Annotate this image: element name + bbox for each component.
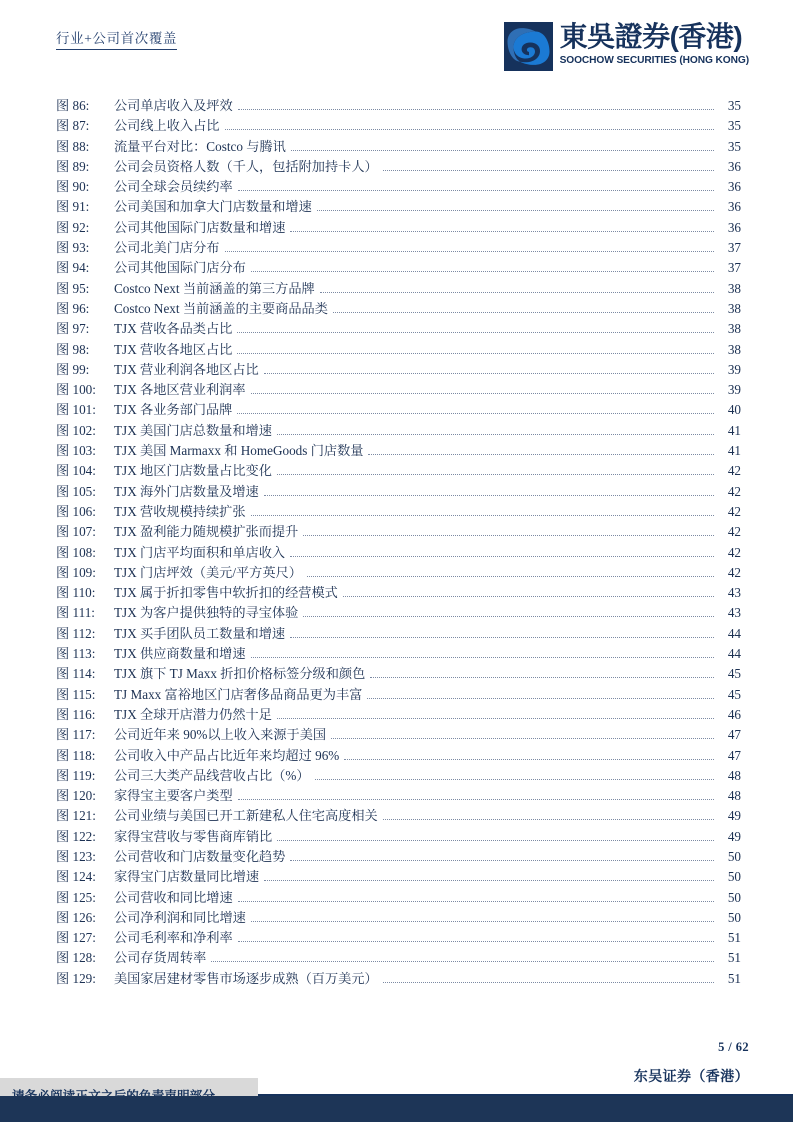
figure-number: 图 95: [56, 280, 90, 296]
figure-list-item[interactable] [0, 563, 793, 583]
leader-dots [383, 169, 714, 171]
figure-page-number: 50 [727, 869, 741, 885]
figure-title: TJX 营收各品类占比 [114, 321, 233, 337]
leader-dots [290, 230, 714, 232]
figure-page-number: 35 [727, 98, 741, 113]
figure-number: 图 127: [56, 930, 96, 946]
figure-page-number: 41 [727, 443, 741, 459]
figure-page-number: 48 [727, 788, 741, 804]
figure-page-number: 49 [727, 828, 741, 844]
leader-dots [333, 311, 714, 313]
leader-dots [383, 981, 714, 983]
figure-page-number: 50 [727, 909, 741, 925]
figure-number: 图 97: [56, 321, 90, 337]
figure-title: TJX 营业利润各地区占比 [114, 361, 259, 377]
leader-dots [383, 818, 714, 820]
figure-number: 图 96: [56, 300, 90, 316]
figure-title: TJX 盈利能力随规模扩张而提升 [114, 524, 299, 540]
leader-dots [225, 128, 715, 130]
footer-color-bar [0, 1096, 793, 1122]
figure-title: TJX 买手团队员工数量和增速 [114, 625, 286, 641]
figure-page-number: 45 [727, 686, 741, 702]
figure-number: 图 111: [56, 605, 95, 621]
figure-page-number: 36 [727, 158, 741, 174]
figure-title: 家得宝营收与零售商库销比 [114, 828, 273, 844]
figure-page-number: 36 [727, 179, 741, 195]
leader-dots [264, 372, 714, 374]
figure-title: 公司营收和同比增速 [114, 889, 233, 905]
figure-title: 流量平台对比：Costco 与腾讯 [114, 138, 286, 154]
figure-page-number: 44 [727, 646, 741, 662]
figure-list-item[interactable] [0, 279, 793, 299]
figure-title: TJX 为客户提供独特的寻宝体验 [114, 605, 299, 621]
leader-dots [277, 839, 714, 841]
figure-title: 公司存货周转率 [114, 950, 207, 966]
figure-list-item[interactable] [0, 725, 793, 745]
figure-title: TJX 各地区营业利润率 [114, 382, 246, 398]
figure-number: 图 112: [56, 625, 96, 641]
figure-title: 公司北美门店分布 [114, 240, 220, 256]
figure-list-item[interactable] [0, 664, 793, 684]
figure-title: TJX 海外门店数量及增速 [114, 483, 259, 499]
figure-number: 图 113: [56, 646, 96, 662]
figure-list-item[interactable] [0, 847, 793, 867]
figure-list-item[interactable] [0, 766, 793, 786]
figure-page-number: 38 [727, 300, 741, 316]
figure-page-number: 35 [727, 138, 741, 154]
leader-dots [291, 149, 714, 151]
figure-title: TJX 各业务部门品牌 [114, 402, 233, 418]
figure-number: 图 94: [56, 260, 90, 276]
figure-number: 图 107: [56, 524, 96, 540]
figure-page-number: 42 [727, 564, 741, 580]
leader-dots [277, 717, 714, 719]
figure-page-number: 44 [727, 625, 741, 641]
figure-list-item[interactable] [0, 502, 793, 522]
figure-page-number: 50 [727, 848, 741, 864]
figure-page-number: 38 [727, 341, 741, 357]
figure-title: 公司净利润和同比增速 [114, 909, 246, 925]
figure-title: 公司近年来 90%以上收入来源于美国 [114, 727, 327, 743]
figure-list-item[interactable] [0, 218, 793, 238]
figure-title: TJX 属于折扣零售中软折扣的经营模式 [114, 585, 338, 601]
figure-page-number: 43 [727, 605, 741, 621]
leader-dots [237, 412, 714, 414]
leader-dots [264, 879, 714, 881]
leader-dots [368, 453, 714, 455]
leader-dots [251, 514, 714, 516]
figure-page-number: 46 [727, 706, 741, 722]
figure-list-item[interactable] [0, 96, 793, 116]
soochow-swirl-mark-icon [504, 22, 553, 71]
figure-title: TJX 旗下 TJ Maxx 折扣价格标签分级和颜色 [114, 666, 366, 682]
leader-dots [211, 960, 714, 962]
page-number: 5 / 62 [718, 1040, 749, 1054]
brand-name-cn: 東吳證券(香港) [559, 21, 743, 52]
figure-page-number: 51 [727, 970, 741, 986]
figure-list-item[interactable] [0, 421, 793, 441]
figure-page-number: 39 [727, 382, 741, 398]
figure-number: 图 91: [56, 199, 90, 215]
figure-number: 图 92: [56, 219, 90, 235]
figure-page-number: 42 [727, 463, 741, 479]
figure-number: 图 129: [56, 970, 96, 986]
figure-title: TJX 地区门店数量占比变化 [114, 463, 272, 479]
figure-title: TJX 美国门店总数量和增速 [114, 422, 272, 438]
figure-title: 公司毛利率和净利率 [114, 930, 233, 946]
figure-number: 图 117: [56, 727, 96, 743]
figure-page-number: 42 [727, 483, 741, 499]
figure-number: 图 100: [56, 382, 96, 398]
figure-number: 图 103: [56, 443, 96, 459]
leader-dots [238, 940, 714, 942]
leader-dots [277, 433, 714, 435]
leader-dots [367, 697, 714, 699]
page-footer [0, 1032, 793, 1122]
leader-dots [264, 494, 714, 496]
figure-list-item[interactable] [0, 522, 793, 542]
figure-page-number: 47 [727, 727, 741, 743]
leader-dots [290, 555, 714, 557]
figure-page-number: 42 [727, 503, 741, 519]
figure-title: TJX 门店坪效（美元/平方英尺） [114, 564, 302, 580]
figure-page-number: 42 [727, 524, 741, 540]
figure-number: 图 126: [56, 909, 96, 925]
figure-number: 图 110: [56, 585, 96, 601]
figure-list-item[interactable] [0, 380, 793, 400]
figure-list-item[interactable] [0, 867, 793, 887]
figure-number: 图 89: [56, 158, 90, 174]
figure-number: 图 116: [56, 706, 96, 722]
figure-title: 公司业绩与美国已开工新建私人住宅高度相关 [114, 808, 378, 824]
leader-dots [331, 737, 714, 739]
figure-number: 图 86: [56, 98, 90, 113]
figure-title: TJX 营收各地区占比 [114, 341, 233, 357]
figure-list-item[interactable] [0, 197, 793, 217]
leader-dots [238, 189, 714, 191]
figure-list-item[interactable] [0, 116, 793, 136]
figure-page-number: 36 [727, 219, 741, 235]
leader-dots [303, 534, 714, 536]
figure-list-item[interactable] [0, 177, 793, 197]
leader-dots [237, 352, 714, 354]
figure-page-number: 41 [727, 422, 741, 438]
figure-number: 图 101: [56, 402, 96, 418]
figure-number: 图 119: [56, 767, 96, 783]
figure-list-item[interactable] [0, 746, 793, 766]
leader-dots [251, 392, 714, 394]
figure-list-item[interactable] [0, 299, 793, 319]
figure-title: 家得宝主要客户类型 [114, 788, 233, 804]
figure-list-item[interactable] [0, 806, 793, 826]
figure-number: 图 99: [56, 361, 90, 377]
figure-page-number: 51 [727, 930, 741, 946]
footer-brand-name: 东吴证券（香港） [633, 1070, 749, 1085]
figure-title: TJX 全球开店潜力仍然十足 [114, 706, 272, 722]
figure-list-item[interactable] [0, 441, 793, 461]
figure-list-item[interactable] [0, 948, 793, 968]
leader-dots [290, 859, 714, 861]
leader-dots [343, 595, 714, 597]
leader-dots [277, 473, 714, 475]
leader-dots [225, 250, 715, 252]
leader-dots [303, 615, 714, 617]
leader-dots [370, 676, 714, 678]
figure-page-number: 48 [727, 767, 741, 783]
leader-dots [307, 575, 714, 577]
brand-logo [504, 22, 749, 71]
leader-dots [320, 291, 714, 293]
figure-page-number: 37 [727, 260, 741, 276]
figure-list-item[interactable] [0, 461, 793, 481]
figure-title: 家得宝门店数量同比增速 [114, 869, 260, 885]
figure-page-number: 47 [727, 747, 741, 763]
page-header [0, 0, 793, 92]
figure-title: 公司营收和门店数量变化趋势 [114, 848, 286, 864]
figure-number: 图 123: [56, 848, 96, 864]
figure-page-number: 38 [727, 280, 741, 296]
figure-page-number: 45 [727, 666, 741, 682]
figure-page-number: 40 [727, 402, 741, 418]
figure-number: 图 128: [56, 950, 96, 966]
figure-title: Costco Next 当前涵盖的主要商品品类 [114, 300, 328, 316]
figure-number: 图 106: [56, 503, 96, 519]
figure-number: 图 115: [56, 686, 96, 702]
leader-dots [238, 108, 714, 110]
figure-page-number: 49 [727, 808, 741, 824]
brand-wordmark [560, 22, 749, 66]
figure-number: 图 98: [56, 341, 90, 357]
figure-title: 公司美国和加拿大门店数量和增速 [114, 199, 312, 215]
figure-number: 图 90: [56, 179, 90, 195]
leader-dots [251, 920, 714, 922]
figure-title: TJX 供应商数量和增速 [114, 646, 246, 662]
leader-dots [251, 656, 714, 658]
report-category-tag: 行业+公司首次覆盖 [56, 31, 177, 50]
figure-number: 图 120: [56, 788, 96, 804]
leader-dots [237, 331, 714, 333]
figure-number: 图 104: [56, 463, 96, 479]
figure-page-number: 39 [727, 361, 741, 377]
figure-number: 图 121: [56, 808, 96, 824]
figure-title: TJX 营收规模持续扩张 [114, 503, 246, 519]
figure-title: 公司会员资格人数（千人，包括附加持卡人） [114, 158, 378, 174]
leader-dots [238, 798, 714, 800]
figure-number: 图 87: [56, 118, 90, 134]
figure-number: 图 93: [56, 240, 90, 256]
figure-number: 图 88: [56, 138, 90, 154]
figure-list-item[interactable] [0, 482, 793, 502]
figure-title: 公司其他国际门店数量和增速 [114, 219, 286, 235]
figure-page-number: 51 [727, 950, 741, 966]
leader-dots [238, 900, 714, 902]
figure-list-item[interactable] [0, 603, 793, 623]
figure-list [0, 96, 793, 989]
figure-title: 公司三大类产品线营收占比（%） [114, 767, 310, 783]
figure-title: TJX 门店平均面积和单店收入 [114, 544, 286, 560]
figure-list-item[interactable] [0, 583, 793, 603]
figure-list-item[interactable] [0, 685, 793, 705]
figure-list-item[interactable] [0, 827, 793, 847]
figure-list-item[interactable] [0, 624, 793, 644]
figure-number: 图 124: [56, 869, 96, 885]
figure-list-item[interactable] [0, 340, 793, 360]
figure-page-number: 37 [727, 240, 741, 256]
figure-list-item[interactable] [0, 360, 793, 380]
figure-page-number: 43 [727, 585, 741, 601]
figure-title: Costco Next 当前涵盖的第三方品牌 [114, 280, 315, 296]
figure-list-item[interactable] [0, 888, 793, 908]
figure-page-number: 38 [727, 321, 741, 337]
figure-number: 图 108: [56, 544, 96, 560]
figure-list-item[interactable] [0, 258, 793, 278]
figure-number: 图 102: [56, 422, 96, 438]
figure-title: 公司收入中产品占比近年来均超过 96% [114, 747, 340, 763]
leader-dots [251, 270, 714, 272]
figure-list-item[interactable] [0, 157, 793, 177]
figure-list-item[interactable] [0, 908, 793, 928]
figure-number: 图 122: [56, 828, 96, 844]
figure-list-item[interactable] [0, 705, 793, 725]
figure-page-number: 42 [727, 544, 741, 560]
figure-list-item[interactable] [0, 238, 793, 258]
figure-number: 图 109: [56, 564, 96, 580]
figure-number: 图 105: [56, 483, 96, 499]
figure-list-item[interactable] [0, 543, 793, 563]
figure-list-item[interactable] [0, 786, 793, 806]
figure-list-item[interactable] [0, 969, 793, 989]
figure-title: 公司全球会员续约率 [114, 179, 233, 195]
figure-number: 图 114: [56, 666, 96, 682]
figure-title: 公司线上收入占比 [114, 118, 220, 134]
figure-list-item[interactable] [0, 400, 793, 420]
figure-list-item[interactable] [0, 137, 793, 157]
leader-dots [290, 636, 714, 638]
figure-title: 公司单店收入及坪效 [114, 98, 233, 113]
figure-page-number: 35 [727, 118, 741, 134]
figure-page-number: 50 [727, 889, 741, 905]
figure-title: TJ Maxx 富裕地区门店奢侈品商品更为丰富 [114, 686, 363, 702]
figure-page-number: 36 [727, 199, 741, 215]
figure-number: 图 125: [56, 889, 96, 905]
figure-list-item[interactable] [0, 319, 793, 339]
figure-title: TJX 美国 Marmaxx 和 HomeGoods 门店数量 [114, 443, 364, 459]
leader-dots [317, 209, 714, 211]
figure-list-item[interactable] [0, 928, 793, 948]
figure-list-item[interactable] [0, 644, 793, 664]
figure-title: 公司其他国际门店分布 [114, 260, 246, 276]
figure-title: 美国家居建材零售市场逐步成熟（百万美元） [114, 970, 378, 986]
leader-dots [315, 778, 714, 780]
brand-name-en: SOOCHOW SECURITIES (HONG KONG) [559, 55, 749, 66]
figure-number: 图 118: [56, 747, 96, 763]
leader-dots [344, 758, 714, 760]
